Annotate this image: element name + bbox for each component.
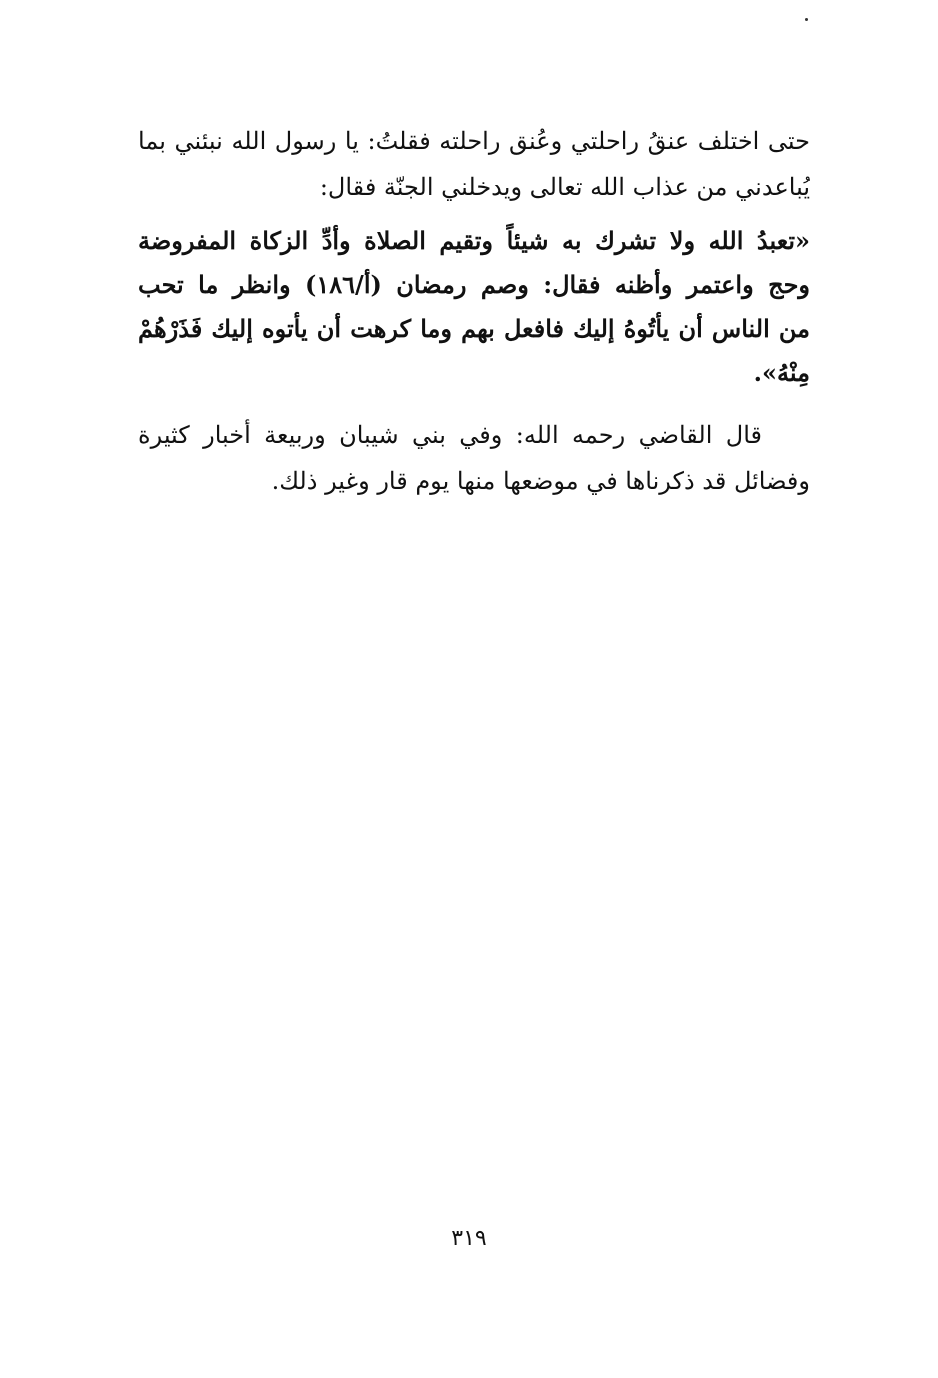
quote-line: «تعبدُ الله ولا تشرك به شيئاً وتقيم الصلاة وأدِّ الزكاة المفروضة (138, 226, 810, 255)
quote-line: مِنْهُ». (753, 358, 810, 387)
page-number: ٣١٩ (451, 1226, 487, 1251)
text-line: حتى اختلف عنقُ راحلتي وعُنق راحلته فقلتُ: يا رسول الله نبئني بما (138, 127, 810, 155)
quote-line: وحج واعتمر وأظنه فقال: وصم رمضان (أ/١٨٦) وانظر ما تحب (138, 270, 810, 299)
closing-paragraph (138, 412, 810, 504)
text-line: قال القاضي رحمه الله: وفي بني شيبان وربيعة أخبار كثيرة (138, 421, 762, 449)
intro-paragraph (138, 118, 810, 210)
hadith-quote (138, 219, 810, 395)
text-line: يُباعدني من عذاب الله تعالى ويدخلني الجنّة فقال: (319, 173, 810, 201)
scan-speck (805, 18, 808, 21)
text-line: وفضائل قد ذكرناها في موضعها منها يوم قار وغير ذلك. (271, 467, 810, 495)
quote-line: من الناس أن يأتُوهُ إليك فافعل بهم وما كرهت أن يأتوه إليك فَذَرْهُمْ (138, 314, 810, 343)
